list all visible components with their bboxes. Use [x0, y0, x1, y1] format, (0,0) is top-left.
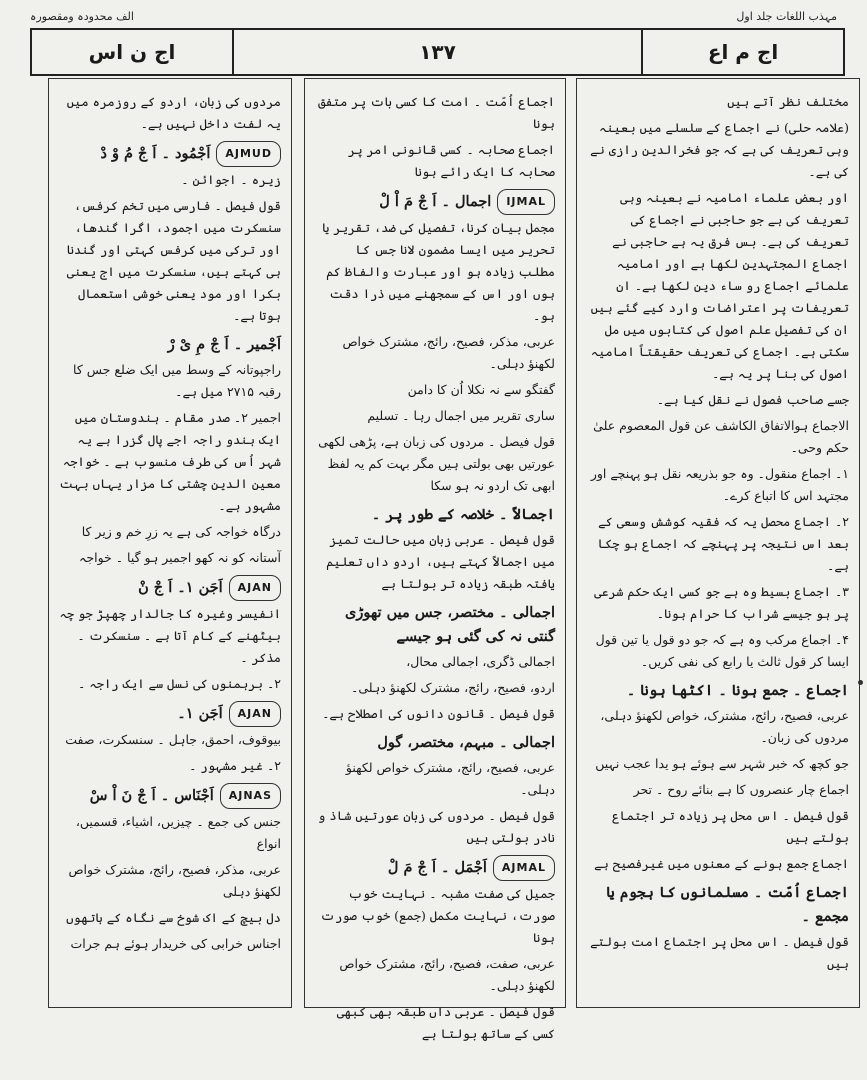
entry-text — [59, 933, 281, 955]
entry-text — [315, 953, 555, 997]
entry-text-content: اَجَن ۱۔ — [177, 705, 223, 722]
entry-text — [315, 883, 555, 949]
entry-text — [587, 187, 849, 385]
entry-text-content: مردوں کی زبان، اردو کے روزمرہ میں یہ لفت داخل نہیں ہے۔ — [66, 94, 281, 131]
right-column — [576, 78, 860, 1008]
entry-text-content: (علامہ حلی) نے اجماع کے سلسلے میں بعینہ وہی تعریف کی ہے کہ جو فخرالدین رازی نے کی ہے۔ — [590, 120, 849, 179]
entry-text — [59, 603, 281, 669]
entry-text-content: عربی، فصیح، رائج، مشترک، خواص لکھنؤ دہلی، مردوں کی زبان۔ — [600, 708, 849, 745]
entry-text — [59, 521, 281, 543]
entry-text-content: عربی، مذکر، فصیح، رائج، مشترک خواص لکھنؤ دہلی۔ — [342, 334, 555, 371]
entry-text — [587, 511, 849, 577]
entry-headword — [59, 333, 281, 357]
entry-headword — [59, 575, 281, 601]
entry-text-content: اجماع اُمّت ۔ مسلمانوں کا ہجوم یا مجمع ۔ — [606, 884, 849, 925]
entry-text — [587, 931, 849, 975]
roman-transliteration: AJNAS — [220, 783, 281, 809]
entry-text — [315, 757, 555, 801]
entry-text — [587, 629, 849, 673]
entry-text — [315, 405, 555, 427]
entry-text-content: ۴۔ اجماع مرکب وہ ہے کہ جو دو قول یا تین قول ایسا کر قول ثالث یا رابع کی نفی کریں۔ — [595, 632, 849, 669]
entry-text — [587, 91, 849, 113]
entry-text-content: عربی، فصیح، رائج، مشترک خواص لکھنؤ دہلی۔ — [345, 760, 555, 797]
entry-text-content: الاجماع ہوالاتفاق الکاشف عن قول المعصوم علیٰ حکم وحی۔ — [593, 418, 849, 455]
entry-text-content: اجماع ۔ جمع ہونا ۔ اکٹھا ہونا ۔ — [626, 682, 849, 699]
entry-text-content: اجمالاً ۔ خلاصہ کے طور پر ۔ — [371, 506, 555, 523]
entry-text-content: اجماع چار عنصروں کا ہے بنائے روح ۔ تحر — [633, 782, 849, 797]
middle-column — [304, 78, 566, 1041]
entry-text-content: قول فیصل ۔ اس محل پر زیادہ تر اجتماع بولتے ہیں — [612, 808, 849, 845]
entry-text-content: اور بعض علماء امامیہ نے بعینہ وہی تعریف کی ہے جو حاجبی نے اجماع کی تعریف کی ہے۔ بس فرق یہ ہے حاجبی نے اجماع المجتہدین لکھا ہے اور امامیہ علمائے اجماع رو ساء دین لکھا ہے۔ ان تعریفات پر اعتراضات وارد کیے گئے ہیں ان کی تفصیل علم اصول کی کتابوں میں مل سکتی ہے۔ اجماع کی تعریف حقیقتاً امامیہ اصول کی بنا پر یہ ہے۔ — [590, 190, 849, 381]
entry-text — [315, 529, 555, 595]
entry-text — [59, 547, 281, 569]
entry-text-content: اجناس خرابی کی خریدار ہوئے ہم جرات — [70, 936, 281, 951]
header-last-entry: اج ن اس — [32, 30, 234, 74]
entry-text-content: ۳۔ اجماع بسیط وہ ہے جو کسی ایک حکم شرعی پر ہو جیسے شراب کا حرام ہونا۔ — [594, 584, 849, 621]
entry-text — [315, 805, 555, 849]
entry-text-content: قول فیصل ۔ مردوں کی زبان عورتیں شاذ و نادر بولتی ہیں — [318, 808, 555, 845]
page-header — [30, 28, 845, 76]
entry-text — [59, 907, 281, 929]
entry-text-content: راجپوتانہ کے وسط میں ایک ضلع جس کا رقبہ ۲۷۱۵ میل ہے۔ — [73, 362, 281, 399]
entry-text — [587, 117, 849, 183]
roman-transliteration: IJMAL — [497, 189, 555, 215]
entry-text — [587, 779, 849, 801]
entry-text-content: قول فیصل ۔ عربی داں طبقہ بھی کبھی کسی کے ساتھ بولتا ہے — [336, 1004, 555, 1041]
entry-text — [315, 217, 555, 327]
entry-headword — [315, 731, 555, 755]
entry-text-content: اَجَن ۱۔ اَ جْ نْ — [138, 579, 223, 596]
entry-text-content: اَجْمَل ۔ اَ جْ مَ لْ — [387, 859, 487, 876]
entry-text-content: انفیسر وغیرہ کا جالدار چھپڑ جو چہ بیٹھنے کے کام آتا ہے ۔ سنسکرت ۔ مذکر ۔ — [59, 606, 281, 665]
entry-text — [59, 407, 281, 517]
entry-text-content: مجمل بیان کرنا، تفصیل کی ضد، تقریر یا تحریر میں ایسا مضمون لانا جس کا مطلب زیادہ ہو اور عبارت والفاظ کم ہوں اور اس کے سمجھنے میں ذرا دقت ہو۔ — [322, 220, 555, 323]
roman-transliteration: AJAN — [229, 701, 281, 727]
entry-text-content: اجماع صحابہ ۔ کسی قانونی امر پر صحابہ کا ایک رائے ہونا — [348, 142, 555, 179]
entry-text — [59, 673, 281, 695]
entry-text — [587, 853, 849, 875]
entry-text-content: اجمالی ڈگری، اجمالی محال، — [406, 654, 555, 669]
entry-text-content: ۲۔ اجماع محصل یہ کہ فقیہ کوشش وسعی کے بعد اس نتیجہ پر پہنچے کہ اجماع ہو چکا ہے۔ — [597, 514, 849, 573]
entry-text-content: اجمالی ۔ مبہم، مختصر، گول — [377, 734, 555, 751]
entry-text-content: اجمال ۔ اَ جْ مَ اْ لْ — [379, 193, 492, 210]
entry-text-content: قول فیصل ۔ اس محل پر اجتماع امت بولتے ہیں — [590, 934, 849, 971]
entry-text-content: اجمالی ۔ مختصر، جس میں تھوڑی گنتی نہ کی گئی ہو جیسے — [345, 604, 555, 645]
entry-text-content: جسے صاحب فصول نے نقل کیا ہے۔ — [656, 392, 849, 407]
entry-headword — [59, 141, 281, 167]
entry-text — [315, 379, 555, 401]
entry-headword — [315, 601, 555, 649]
entry-text — [315, 1001, 555, 1045]
entry-headword — [315, 855, 555, 881]
left-column — [48, 78, 292, 1008]
entry-text-content: زیرہ ۔ اجوائن ۔ — [181, 172, 281, 187]
entry-text-content: اَجْنَاس ۔ اَ جْ نَ اْ سْ — [89, 787, 214, 804]
entry-text — [59, 729, 281, 751]
entry-text — [59, 91, 281, 135]
entry-headword — [587, 881, 849, 929]
entry-text — [59, 755, 281, 777]
header-first-entry: اج م اع — [641, 30, 843, 74]
entry-text-content: اجماع جمع ہونے کے معنوں میں غیرفصیح ہے — [594, 856, 849, 871]
entry-text — [587, 389, 849, 411]
running-head-right: مہذب اللغات جلد اول — [736, 10, 837, 23]
entry-text — [59, 859, 281, 903]
columns-frame — [48, 78, 860, 1041]
entry-text-content: اردو، فصیح، رائج، مشترک لکھنؤ دہلی۔ — [351, 680, 555, 695]
entry-text — [315, 431, 555, 497]
entry-text-content: بیوقوف، احمق، جاہل ۔ سنسکرت، صفت — [65, 732, 281, 747]
entry-text-content: دل بیچ کے اک شوخ سے نگاہ کے ہاتھوں — [66, 910, 281, 925]
margin-speck — [858, 680, 863, 685]
entry-text-content: اَجْمُود ۔ اَ جْ مُ وْ دْ — [100, 145, 211, 162]
entry-text — [315, 703, 555, 725]
entry-text-content: جنس کی جمع ۔ چیزیں، اشیاء، قسمیں، انواع — [75, 814, 281, 851]
roman-transliteration: AJAN — [229, 575, 281, 601]
entry-text — [587, 415, 849, 459]
entry-text-content: جمیل کی صفت مشبہ ۔ نہایت خوب صورت، نہایت مکمل (جمع) خوب صورت ہونا — [320, 886, 555, 945]
entry-text-content: عربی، صفت، فصیح، رائج، مشترک خواص لکھنؤ دہلی۔ — [339, 956, 555, 993]
entry-text — [315, 331, 555, 375]
entry-text-content: گفتگو سے نہ نکلا اُن کا دامن — [407, 382, 555, 397]
entry-text-content: اَجْمیر ۔ اَ جْ مِ یْ رْ — [167, 336, 281, 353]
entry-headword — [587, 679, 849, 703]
entry-text-content: ۲۔ برہمنوں کی نسل سے ایک راجہ ۔ — [78, 676, 281, 691]
entry-text — [59, 169, 281, 191]
entry-text — [315, 677, 555, 699]
entry-text — [59, 195, 281, 327]
entry-text — [59, 359, 281, 403]
entry-text-content: آستانہ کو نہ کھو اجمیر ہو گیا ۔ خواجہ — [79, 550, 281, 565]
entry-headword — [59, 783, 281, 809]
entry-text-content: درگاہ خواجہ کی ہے یہ زرِ خم و زیر کا — [81, 524, 281, 539]
entry-text-content: جو کچھ کہ خبر شہر سے ہوئے ہو یدا عجب نہیں — [595, 756, 849, 771]
entry-text-content: اجمیر ۲۔ صدر مقام ۔ ہندوستان میں ایک ہندو راجہ اجے پال گزرا ہے یہ شہر اُس کی طرف منسوب ہے ۔ خواجہ معین الدین چشتی کا مزار یہاں بہت مشہور ہے۔ — [59, 410, 281, 513]
entry-headword — [59, 701, 281, 727]
entry-text-content: ۲۔ غیر مشہور ۔ — [189, 758, 281, 773]
entry-text-content: قول فیصل ۔ مردوں کی زبان ہے، پڑھی لکھی عورتیں بھی بولتی ہیں مگر بہت کم یہ لفظ ابھی تک اردو نہ ہو سکا — [318, 434, 555, 493]
entry-text — [315, 651, 555, 673]
roman-transliteration: AJMUD — [216, 141, 281, 167]
entry-text-content: قول فیصل ۔ عربی زبان میں حالت تمیز میں اجمالاً کہتے ہیں، اردو داں تعلیم یافتہ طبقہ زیادہ تر بولتا ہے — [326, 532, 555, 591]
entry-text — [587, 705, 849, 749]
entry-text-content: اجماع اُمّت ۔ امت کا کسی بات پر متفق ہونا — [318, 94, 555, 131]
page-number: ۱۳۷ — [419, 40, 456, 64]
roman-transliteration: AJMAL — [493, 855, 555, 881]
entry-text-content: قول فیصل ۔ قانون دانوں کی اصطلاح ہے۔ — [322, 706, 555, 721]
entry-text-content: ساری تقریر میں اجمال رہا ۔ تسلیم — [367, 408, 555, 423]
entry-text — [59, 811, 281, 855]
entry-text — [587, 805, 849, 849]
entry-text-content: مختلف نظر آتے ہیں — [727, 94, 849, 109]
entry-text — [587, 753, 849, 775]
entry-text-content: قول فیصل ۔ فارسی میں تخم کرفس، سنسکرت میں اجمود، اگرا گندھا، اور ترکی میں کرفس کہتی اور گندنا ہی کہتے ہیں، سنسکرت میں اج یعنی بکرا اور مود یعنی خوشی استعمال ہوتا ہے۔ — [66, 198, 281, 323]
entry-text-content: ۱۔ اجماع منقول۔ وہ جو بذریعہ نقل ہو پہنچے اور مجتہد اس کا اتباع کرے۔ — [590, 466, 849, 503]
entry-text — [587, 581, 849, 625]
entry-text — [315, 91, 555, 135]
running-head-left: الف محدودہ ومقصورہ — [30, 10, 134, 23]
entry-text — [315, 139, 555, 183]
entry-headword — [315, 189, 555, 215]
entry-headword — [315, 503, 555, 527]
entry-text-content: عربی، مذکر، فصیح، رائج، مشترک خواص لکھنؤ دہلی — [68, 862, 281, 899]
entry-text — [587, 463, 849, 507]
running-head — [30, 6, 837, 28]
